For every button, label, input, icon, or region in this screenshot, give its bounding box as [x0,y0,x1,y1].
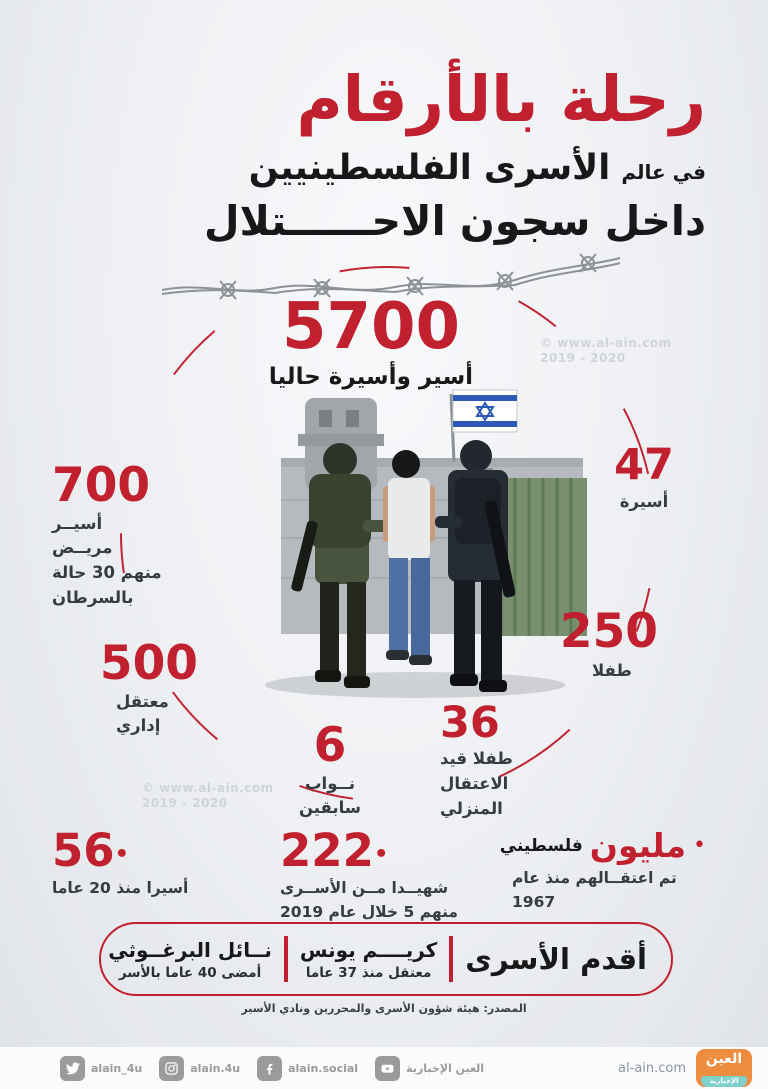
stat-label: تم اعتقــالهم منذ عام [512,868,677,887]
title-block [106,54,706,247]
red-divider [284,936,288,982]
stat-unit: فلسطيني [499,835,583,856]
ground-shadow [265,672,565,698]
entry-detail: أمضى 40 عاما بالأسر [118,965,262,981]
prisoner-escort-photo [193,382,587,702]
logo-text-top: العين [705,1051,743,1067]
stat-martyred-prisoners [280,826,464,924]
watermark-line1: © www.al-ain.com [540,336,672,350]
twitter-icon [60,1056,85,1081]
instagram-handle: alain.4u [190,1061,241,1075]
site-url: al-ain.com [618,1060,686,1076]
stat-label: أسيرة [619,492,669,512]
stat-label: أسيــر مريــض [52,513,113,558]
stat-sick-prisoners [52,460,164,611]
stat-value: 250 [559,604,658,659]
copyright-watermark-top [540,336,672,366]
stat-label: شهيــدا مــن الأســرى [280,878,449,897]
stat-female-prisoners [598,442,690,515]
youtube-channel: العين الإخبارية [406,1061,485,1075]
copyright-watermark-bottom [142,781,274,811]
stat-value: 6 [313,718,347,773]
stat-dot: • [114,841,130,868]
stat-value: 47 [614,440,674,490]
stat-label: المنزلي [440,798,503,818]
alain-news-logo [696,1049,752,1087]
oldest-prisoners-box [99,922,673,996]
poster-subtitle [106,147,706,189]
watermark-line2: 2019 - 2020 [540,351,626,365]
stat-label: أسيرا منذ 20 عاما [52,878,189,897]
stat-dot: • [373,841,389,868]
subtitle-bold: الأسرى الفلسطينيين [248,148,611,189]
oldest-box-title: أقدم الأسرى [465,942,647,976]
hero-stat [210,292,532,390]
social-instagram [159,1056,240,1081]
stat-value: 36 [440,698,500,748]
stat-label: منهم 30 حالة [52,563,162,583]
social-links [60,1056,484,1081]
social-facebook [257,1056,358,1081]
entry-name: كريــــم يونس [299,938,438,962]
footer-bar [0,1047,768,1089]
stat-child-prisoners [559,604,658,683]
bullet-dot: • [693,832,706,858]
stat-label: منهم 5 خلال عام 2019 [280,902,459,921]
stat-label: سابقين [298,798,362,818]
source-line: المصدر: هيئة شؤون الأسرى والمحررين ونادي الأسير [241,1002,527,1015]
hero-number: 5700 [281,290,461,364]
instagram-icon [159,1056,184,1081]
stat-label: 1967 [512,892,556,911]
stat-value: مليون [589,826,687,865]
prisoner-entry-karim-younis [300,937,437,981]
facebook-handle: alain.social [288,1061,359,1075]
facebook-icon [257,1056,282,1081]
stat-label: معتقل [116,691,169,711]
social-twitter [60,1056,142,1081]
subtitle-line2: داخل سجون الاحــــــتلال [203,197,706,246]
stat-label: إداري [116,716,161,736]
stat-value [280,826,388,876]
red-divider [449,936,453,982]
youtube-icon [375,1056,400,1081]
entry-name: نــائل البرغــوثي [108,938,272,962]
stat-label: الاعتقال [440,774,509,794]
logo-text-bottom: الإخبارية [701,1076,747,1087]
stat-label: نــواب [304,773,356,793]
social-youtube [375,1056,484,1081]
stat-administrative-detainees [99,636,198,739]
watermark-line2: 2019 - 2020 [142,796,228,810]
stat-house-arrest-children [440,700,534,822]
watermark-line1: © www.al-ain.com [142,781,274,795]
stat-number: 56 [52,824,115,877]
hero-caption: أسير وأسيرة حاليا [268,364,474,391]
stat-value: 500 [99,636,198,691]
stat-value: 700 [52,458,151,513]
stat-million-detained [499,826,706,914]
prisoner-entry-nael-barghouti [108,937,272,981]
stat-number: 222 [280,824,374,877]
stat-former-mps [282,720,378,821]
stat-label: طفلا [592,660,632,680]
stat-label: طفلا قيد [440,749,513,769]
stat-headline [499,826,706,866]
stat-label: بالسرطان [52,587,134,607]
poster-title: رحلة بالأرقام [296,63,706,136]
subtitle-lead: في عالم [621,160,706,185]
stat-twenty-year-prisoners [52,826,214,900]
twitter-handle: alain_4u [91,1061,143,1075]
stat-value [52,826,129,876]
entry-detail: معتقل منذ 37 عاما [305,965,432,981]
